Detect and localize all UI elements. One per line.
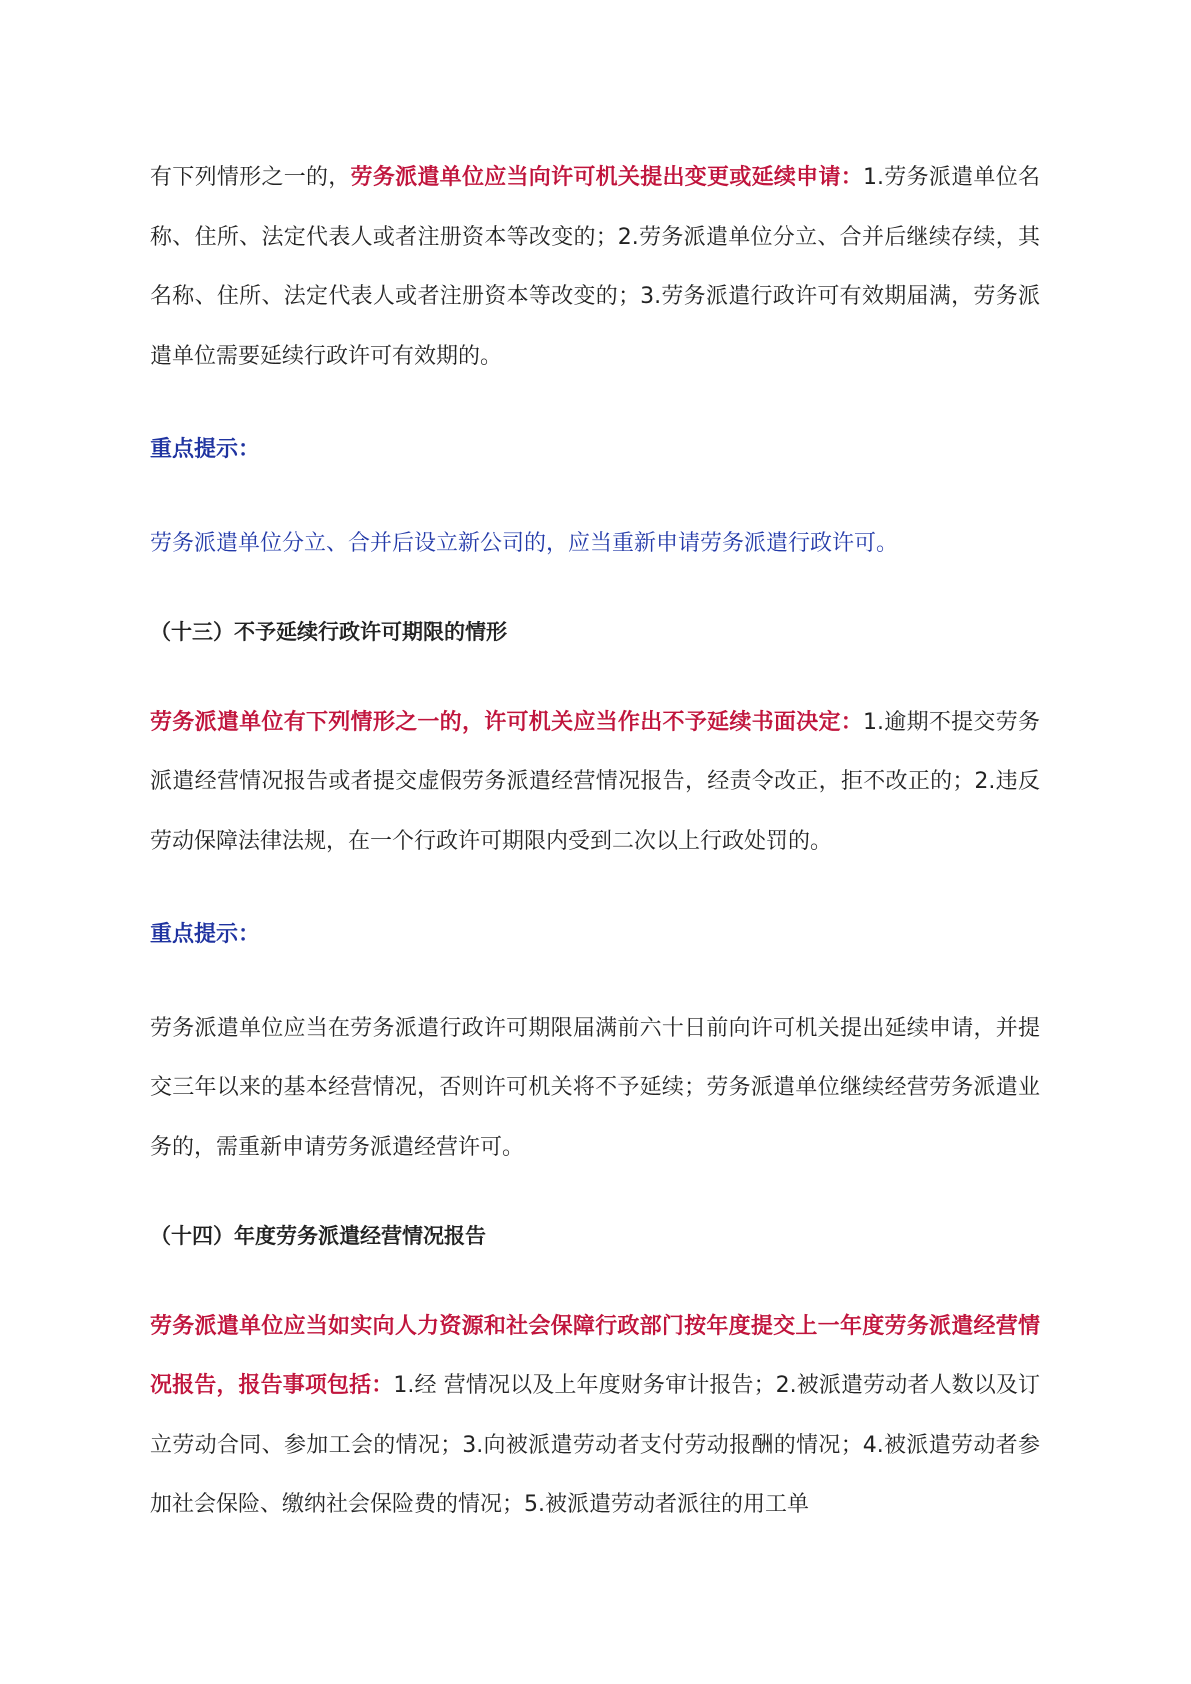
paragraph-change-renewal — [150, 148, 1040, 386]
paragraph-intro-text: 有下列情形之一的， — [150, 165, 351, 190]
key-tip-text: 劳务派遣单位应当在劳务派遣行政许可期限届满前六十日前向许可机关提出延续申请，并提交三年以来的基本经营情况，否则许可机关将不予延续；劳务派遣单位继续经营劳务派遣业务的，需重新申请劳务派遣经营许可。 — [150, 1015, 1040, 1160]
emphasis-text: 劳务派遣单位应当如实向人力资源和社会保障行政部门按年度提交上一年度劳务派遣经营情况报告，报告事项包括： — [150, 1313, 1040, 1398]
paragraph-body-text: 1.劳务派遣单位名称、住所、法定代表人或者注册资本等改变的；2.劳务派遣单位分立、合并后继续存续，其名称、住所、法定代表人或者注册资本等改变的；3.劳务派遣行政许可有效期届满，劳务派遣单位需要延续行政许可有效期的。 — [150, 165, 1040, 369]
section-heading-13: （十三）不予延续行政许可期限的情形 — [150, 620, 507, 644]
paragraph-body-text: 1.经 营情况以及上年度财务审计报告；2.被派遣劳动者人数以及订立劳动合同、参加工会的情况；3.向被派遣劳动者支付劳动报酬的情况；4.被派遣劳动者参加社会保险、缴纳社会保险费的情况；5.被派遣劳动者派往的用工单 — [150, 1373, 1040, 1517]
paragraph-non-renewal — [150, 693, 1040, 872]
paragraph-annual-report — [150, 1297, 1040, 1535]
emphasis-text: 劳务派遣单位应当向许可机关提出变更或延续申请： — [350, 165, 864, 190]
key-tip-label: 重点提示： — [150, 922, 261, 947]
key-tip-label: 重点提示： — [150, 437, 261, 462]
document-page — [150, 148, 1040, 1535]
section-heading-14: （十四）年度劳务派遣经营情况报告 — [150, 1224, 486, 1248]
key-tip-text: 劳务派遣单位分立、合并后设立新公司的，应当重新申请劳务派遣行政许可。 — [150, 530, 899, 556]
emphasis-text: 劳务派遣单位有下列情形之一的，许可机关应当作出不予延续书面决定： — [150, 709, 864, 735]
paragraph-body-text: 1.逾期不提交劳务派遣经营情况报告或者提交虚假劳务派遣经营情况报告，经责令改正，拒不改正的；2.违反劳动保障法律法规，在一个行政许可期限内受到二次以上行政处罚的。 — [150, 709, 1040, 854]
